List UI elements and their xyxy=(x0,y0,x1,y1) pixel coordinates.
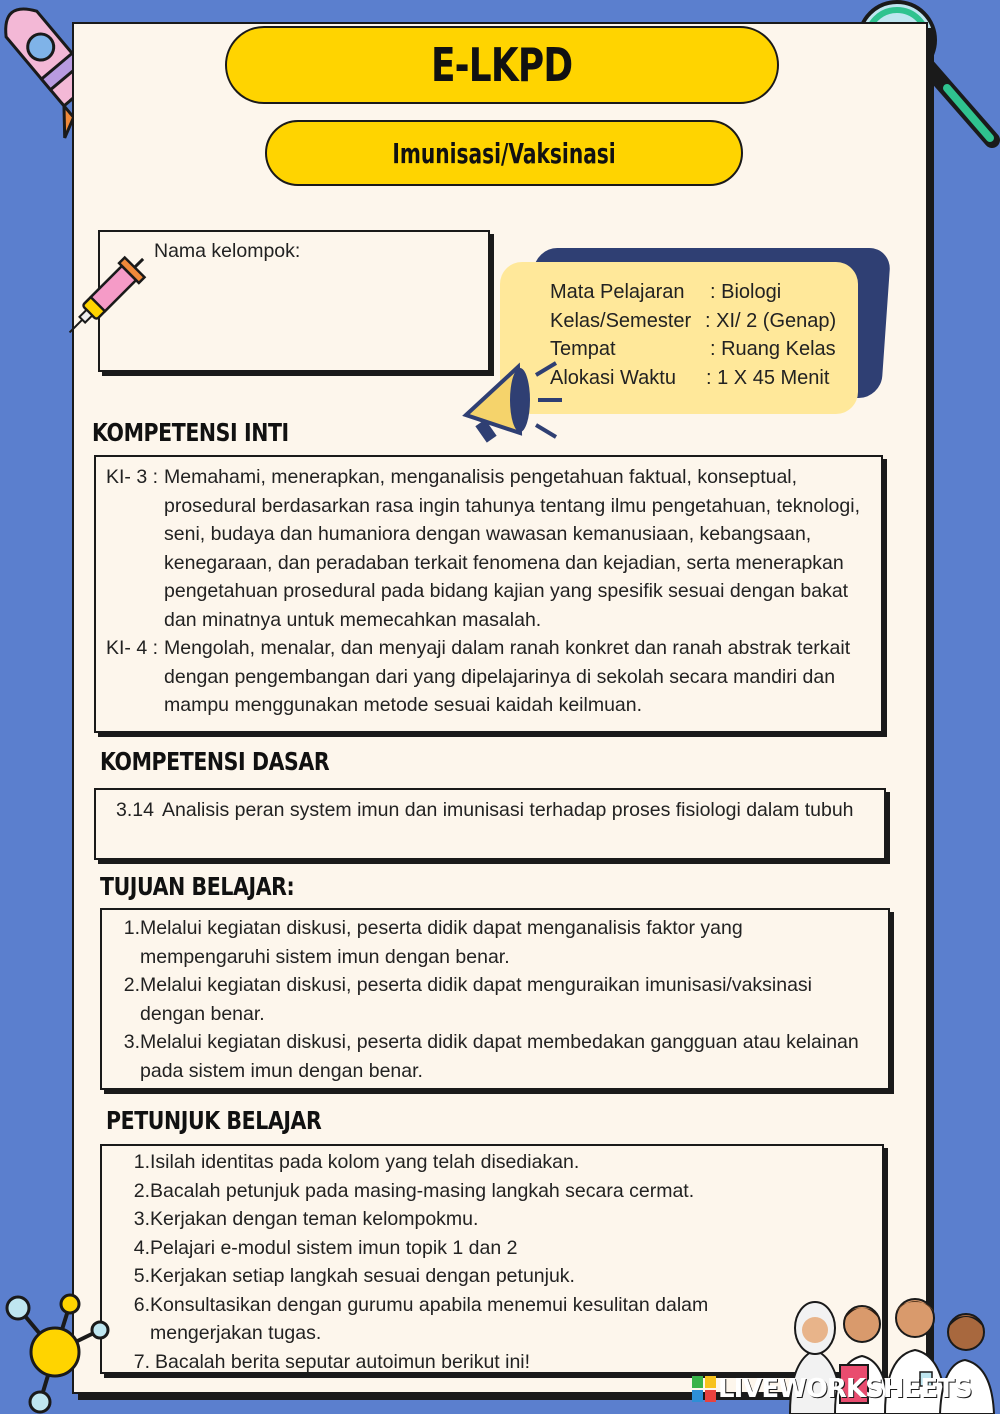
liveworksheets-logo-icon xyxy=(692,1376,716,1402)
watermark-text: LIVEWORKSHEETS xyxy=(718,1374,972,1404)
petunjuk-box xyxy=(100,1144,884,1374)
megaphone-icon xyxy=(458,355,568,445)
list-item: 4. Pelajari e-modul sistem imun topik 1 dan 2 xyxy=(133,1236,518,1259)
list-item: 3. Melalui kegiatan diskusi, peserta didik dapat membedakan gangguan atau kelainan pada sistem imun dengan benar. xyxy=(123,1031,859,1082)
petunjuk-heading: PETUNJUK BELAJAR xyxy=(106,1106,322,1135)
kd-number: 3.14 xyxy=(116,799,154,821)
tujuan-box xyxy=(100,908,890,1090)
tujuan-heading: TUJUAN BELAJAR: xyxy=(100,872,295,901)
list-item: 1. Melalui kegiatan diskusi, peserta didik dapat menganalisis faktor yang mempengaruhi sistem imun dengan benar. xyxy=(123,917,743,968)
info-row: Kelas/Semester : XI/ 2 (Genap) xyxy=(550,309,837,332)
watermark-logo xyxy=(692,1374,972,1404)
list-item: 5. Kerjakan setiap langkah sesuai dengan petunjuk. xyxy=(133,1265,575,1287)
kompetensi-dasar-heading: KOMPETENSI DASAR xyxy=(100,747,330,776)
title-pill xyxy=(225,26,779,104)
info-row: Tempat : Ruang Kelas xyxy=(550,338,836,360)
info-row: Mata Pelajaran : Biologi xyxy=(550,281,782,303)
info-list xyxy=(550,278,836,392)
info-row: Alokasi Waktu : 1 X 45 Menit xyxy=(550,366,830,389)
list-item: 3. Kerjakan dengan teman kelompokmu. xyxy=(133,1208,479,1230)
list-item: 1. Isilah identitas pada kolom yang telah disediakan. xyxy=(133,1151,580,1173)
page-title: E-LKPD xyxy=(431,38,573,92)
molecule-icon xyxy=(0,1292,110,1414)
list-item: 6. Konsultasikan dengan gurumu apabila menemui kesulitan dalam mengerjakan tugas. xyxy=(133,1293,709,1344)
subtitle-pill xyxy=(265,120,743,186)
page-subtitle: Imunisasi/Vaksinasi xyxy=(392,136,616,170)
syringe-icon xyxy=(62,240,158,340)
list-item: 2. Bacalah petunjuk pada masing-masing langkah secara cermat. xyxy=(133,1179,695,1202)
kompetensi-dasar-box xyxy=(94,788,886,860)
group-name-label: Nama kelompok: xyxy=(154,240,301,262)
ki-item: KI- 3 : Memahami, menerapkan, menganalisis pengetahuan faktual, konseptual, prosedural berdasarkan rasa ingin tahunya tentang ilmu pengetahuan, teknologi, seni, budaya dan humaniora dengan wawasan kemanusiaan, kebangsaan, kenegaraan, dan peradaban terkait fenomena dan kejadian, serta menerapkan pengetahuan prosedural pada bidang kajian yang spesifik sesuai dengan bakat dan minatnya untuk memecahkan masalah. xyxy=(106,466,860,631)
kd-text: Analisis peran system imun dan imunisasi terhadap proses fisiologi dalam tubuh xyxy=(162,799,854,821)
list-item: 7. Bacalah berita seputar autoimun berikut ini! xyxy=(133,1350,531,1373)
kompetensi-inti-heading: KOMPETENSI INTI xyxy=(92,418,289,447)
kompetensi-inti-box xyxy=(94,455,883,733)
ki-item: KI- 4 : Mengolah, menalar, dan menyaji dalam ranah konkret dan ranah abstrak terkait dengan pengembangan dari yang dipelajarinya di sekolah secara mandiri dan mampu menggunakan metode sesuai kaidah keilmuan. xyxy=(106,637,851,716)
list-item: 2. Melalui kegiatan diskusi, peserta didik dapat menguraikan imunisasi/vaksinasi dengan benar. xyxy=(123,974,813,1025)
